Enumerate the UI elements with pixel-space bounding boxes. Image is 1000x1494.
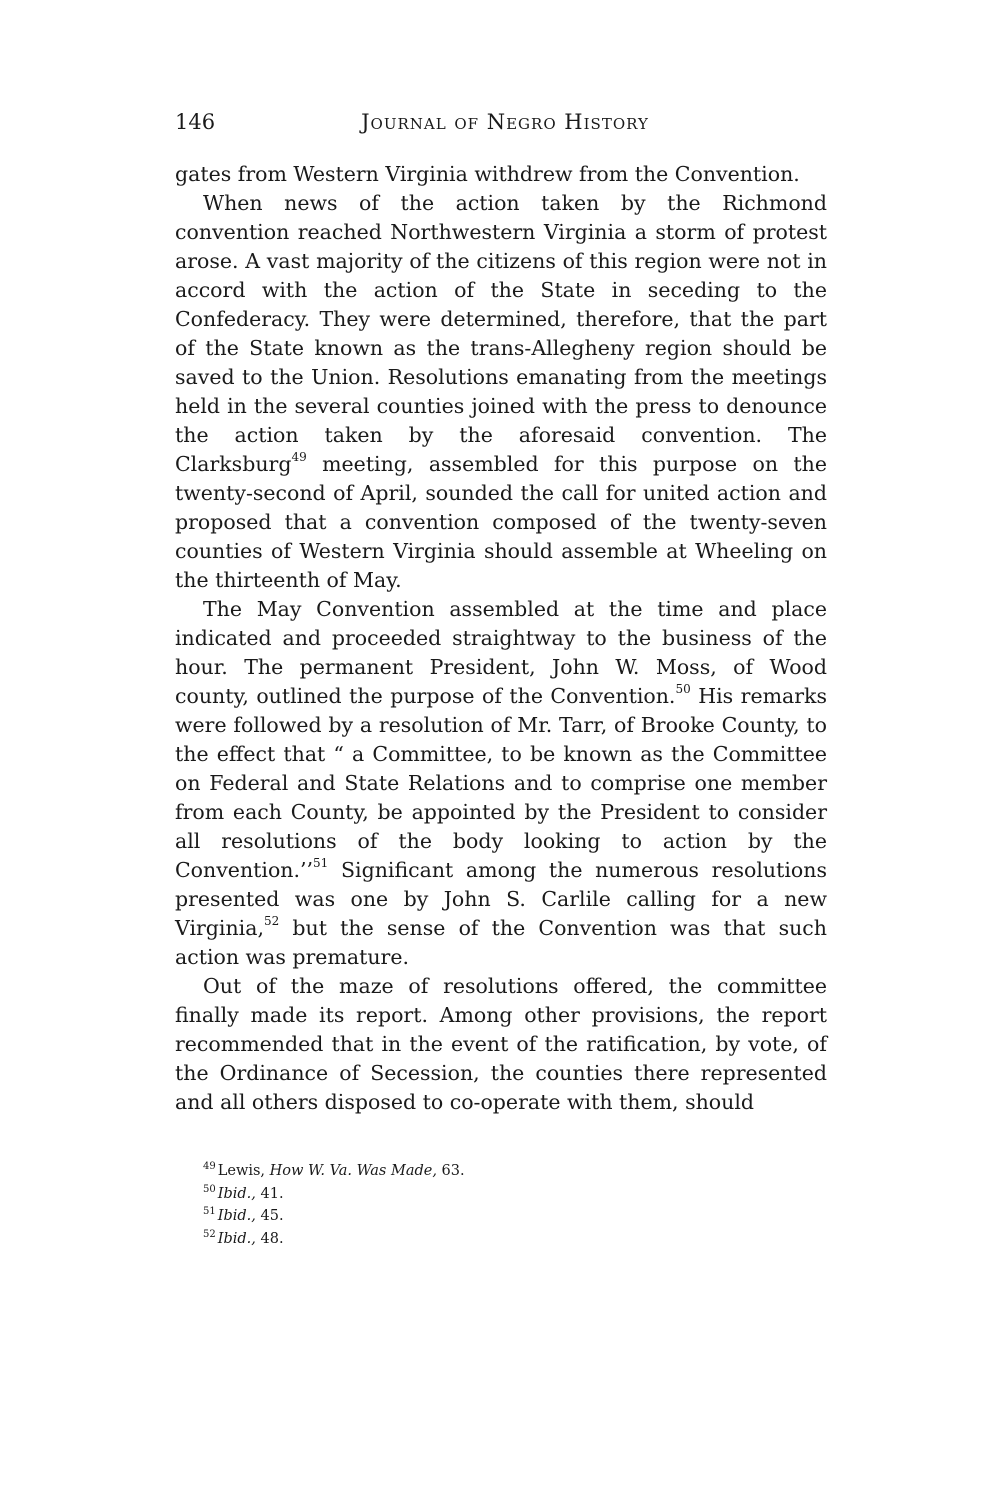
footnote-number: 51 — [203, 1206, 216, 1218]
page-number: 146 — [175, 110, 216, 134]
footnote-title: Ibid., — [217, 1230, 256, 1247]
paragraph-3-text-b: His remarks were followed by a resolution of Mr. Tarr, of Brooke County, to the effect that “ a Committee, to be known as the Committee on Federal and State Relations and to comprise one member from each County, be appointed by the President to consider all resolutions of the body looking to action by the Convention.’’ — [175, 684, 827, 882]
journal-title: Journal of Negro History — [361, 110, 649, 134]
body-text — [175, 160, 827, 1117]
footnote-ref-49: 49 — [291, 450, 307, 465]
footnotes — [203, 1160, 803, 1250]
footnote-number: 50 — [203, 1183, 216, 1195]
paragraph-3 — [175, 595, 827, 972]
running-head — [175, 110, 835, 140]
paragraph-1: gates from Western Virginia withdrew from the Convention. — [175, 162, 800, 186]
paragraph-3-text-d: but the sense of the Convention was that such action was premature. — [175, 916, 827, 969]
footnote-number: 49 — [203, 1161, 216, 1173]
footnote-ref-52: 52 — [263, 914, 280, 929]
footnote-49 — [203, 1160, 803, 1183]
footnote-title: Ibid., — [217, 1185, 256, 1202]
footnote-50 — [203, 1183, 803, 1206]
paragraph-4: Out of the maze of resolutions offered, the committee finally made its report. Among other provisions, the report recommended that in the event of the ratification, by vote, of the Ordinance of Secession, the counties there represented and all others disposed to co-operate with them, should — [175, 974, 827, 1114]
footnote-title: Ibid., — [217, 1208, 256, 1224]
paragraph-3-text-a: The May Convention assembled at the time and place indicated and proceeded straightway to the business of the hour. The permanent President, John W. Moss, of Wood county, outlined the purpose of the Convention. — [175, 597, 827, 708]
footnote-title: How W. Va. Was Made, — [269, 1163, 437, 1179]
footnote-51 — [203, 1205, 803, 1228]
footnote-text: Lewis, — [217, 1163, 270, 1179]
footnote-number: 52 — [203, 1228, 216, 1240]
paragraph-2-text-a: When news of the action taken by the Richmond convention reached Northwestern Virginia a storm of protest arose. A vast majority of the citizens of this region were not in accord with the action of the State in seceding to the Confederacy. They were determined, therefore, that the part of the State known as the trans-Allegheny region should be saved to the Union. Resolutions emanating from the meetings held in the several counties joined with the press to denounce the action taken by the aforesaid convention. The Clarksburg — [175, 191, 827, 476]
footnote-page: 41. — [255, 1185, 284, 1202]
footnote-52 — [203, 1228, 803, 1251]
paragraph-2-text-b: meeting, assembled for this purpose on the twenty-second of April, sounded the call for united action and proposed that a convention composed of the twenty-seven counties of Western Virginia should assemble at Wheeling on the thirteenth of May. — [175, 452, 827, 592]
paragraph-2 — [175, 189, 827, 595]
footnote-page: 63. — [436, 1163, 465, 1179]
paragraph-3-text-c: Significant among the numerous resolutions presented was one by John S. Carlile calling for a new Virginia, — [175, 858, 827, 940]
footnote-page: 48. — [255, 1230, 284, 1247]
footnote-ref-50: 50 — [675, 682, 691, 697]
footnote-page: 45. — [255, 1208, 284, 1224]
footnote-ref-51: 51 — [313, 856, 329, 871]
